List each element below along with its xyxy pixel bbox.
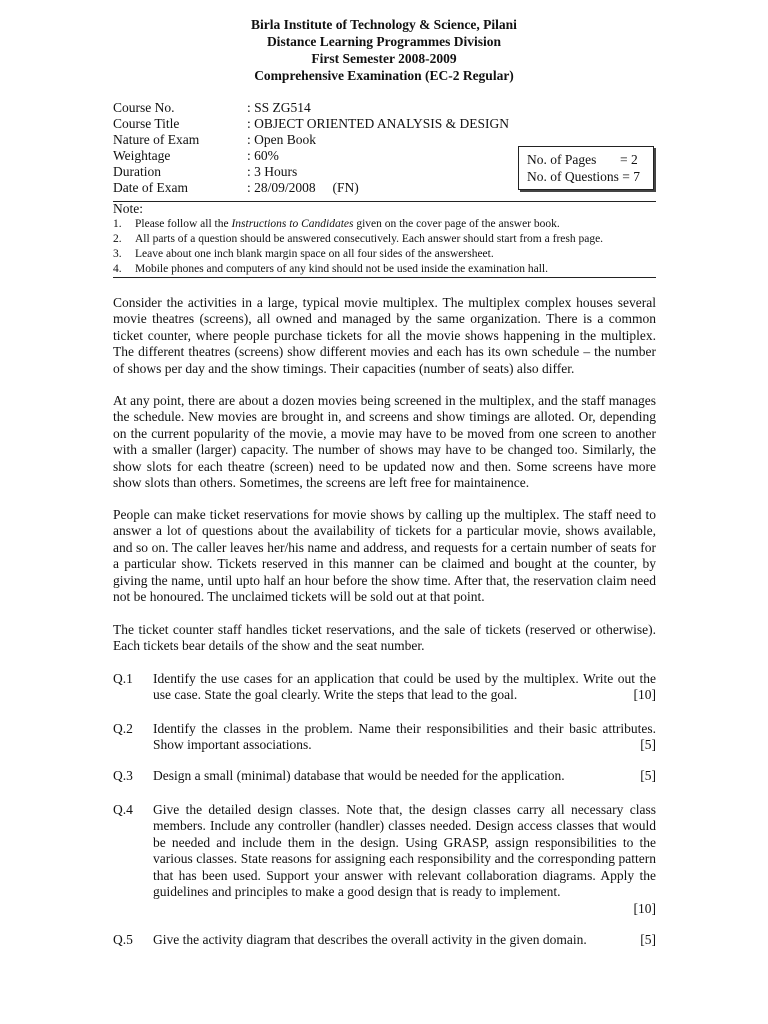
scenario-paragraph: At any point, there are about a dozen movies being screened in the multiplex, and the staff manages the schedule. New movies are brought in, and screens and show timings are alloted. Or, depending on the current popularity of the movie, a movie may have to be moved from one screen to another with a smaller (larger) capacity. The number of shows may have to be changed too. Similarly, the show slots for each theatre (screen) need to be updated now and then. Some screens have more show slots than others. Sometimes, the screens are left free for maintainence. xyxy=(113,393,656,491)
question-count: No. of Questions = 7 xyxy=(527,169,640,184)
question-number: Q.5 xyxy=(113,932,133,947)
question-number: Q.3 xyxy=(113,768,133,783)
meta-value: : 3 Hours xyxy=(247,164,298,179)
meta-value: : SS ZG514 xyxy=(247,100,311,115)
divider xyxy=(113,201,656,202)
meta-value: : 28/09/2008 (FN) xyxy=(247,180,359,195)
scenario-paragraph: People can make ticket reservations for movie shows by calling up the multiplex. The staff need to answer a lot of questions about the availability of tickets for a particular movie, shows available, and so on. The caller leaves her/his name and address, and requests for a certain number of seats for a particular show. Tickets reserved in this manner can be claimed and bought at the counter, by giving the name, until upto half an hour before the show time. After that, the reservation claim need not be honoured. The unclaimed tickets will be sold out at that point. xyxy=(113,507,656,605)
question-text: Give the detailed design classes. Note that, the design classes carry all necessary class members. Include any controller (handler) classes needed. Design access classes that would be needed and include them in the design. Using GRASP, assign responsibilities to the various classes. State reasons for assigning each responsibility and the corresponding pattern that has been used. Support your answer with relevant collaboration diagrams. Apply the guidelines and principles to make a good design that is ready to implement. xyxy=(153,802,656,900)
meta-value: : OBJECT ORIENTED ANALYSIS & DESIGN xyxy=(247,116,510,131)
question-marks: [5] xyxy=(640,768,656,783)
question-text: Give the activity diagram that describes the overall activity in the given domain. xyxy=(153,932,587,947)
note-label: Note: xyxy=(113,201,143,216)
meta-value: : 60% xyxy=(247,148,279,163)
meta-label: Weightage xyxy=(113,148,171,163)
meta-label: Course No. xyxy=(113,100,175,115)
question-text: Identify the classes in the problem. Name their responsibilities and their basic attributes. Show important associations. xyxy=(153,721,656,753)
meta-label: Nature of Exam xyxy=(113,132,200,147)
question-marks: [5] xyxy=(640,932,656,947)
page-count: No. of Pages = 2 xyxy=(527,152,638,167)
meta-label: Date of Exam xyxy=(113,180,188,195)
meta-label: Course Title xyxy=(113,116,180,131)
exam-paper: Birla Institute of Technology & Science, Pilani Distance Learning Programmes Division First Semester 2008-2009 Comprehensive Examination (EC-2 Regular) Course No. : SS ZG514 Course Title : OBJECT ORIENTED ANALYSIS & DESIGN Nature of Exam : Open Book Weightage : 60% Duration : 3 Hours Date of Exam : 28/09/2008 (FN) No. of Pages = 2 No. of Questions = 7 Note: 1. Please follow all the Instructions to Candidates given on the cover page of the answer book. 2. All parts of a question should be answered consecutively. Each answer should start from a fresh page. 3. Leave about one inch blank margin space on all four sides of the answersheet. 4. Mobile phones and computers of any kind should not be used inside the examination hall. Consider the activities in a large, typical movie multiplex. The multiplex complex houses several movie theatres (screens), all owned and managed by the same organization. There is a common ticket counter, where people purchase tickets for all the movie shows happening in the multiplex. The different theatres (screens) show different movies and each has its own schedule – the number of shows per day and the show timings. Their capacities (number of seats) also differ. At any point, there are about a dozen movies being screened in the multiplex, and the staff manages the schedule. New movies are brought in, and screens and show timings are alloted. Or, depending on the current popularity of the movie, a movie may have to be moved from one screen to another with a smaller (larger) capacity. The number of shows may have to be changed too. Similarly, the show slots for each theatre (screen) need to be updated now and then. Some screens have more show slots than others. Sometimes, the screens are left free for maintainence. People can make ticket reservations for movie shows by calling up the multiplex. The staff need to answer a lot of questions about the availability of tickets for a particular movie, shows available, and so on. The caller leaves her/his name and address, and requests for a certain number of seats for a particular show. Tickets reserved in this manner can be claimed and bought at the counter, by giving the name, until upto half an hour before the show time. After that, the reservation claim need not be honoured. The unclaimed tickets will be sold out at that point. The ticket counter staff handles ticket reservations, and the sale of tickets (reserved or otherwise). Each tickets bear details of the show and the seat number. Q.1 Identify the use cases for an application that could be used by the multiplex. Write out the use case. State the goal clearly. Write the steps that lead to the goal. [10] Q.2 Identify the classes in the problem. Name their responsibilities and their basic attributes. Show important associations. [5] Q.3 Design a small (minimal) database that would be needed for the application. [5] Q.4 Give the detailed design classes. Note that, the design classes carry all necessary class members. Include any controller (handler) classes needed. Design access classes that would be needed and include them in the design. Using GRASP, assign responsibilities to the various classes. State reasons for assigning each responsibility and the corresponding pattern that has been used. Support your answer with relevant collaboration diagrams. Apply the guidelines and principles to make a good design that is ready to implement. [10] Q.5 Give the activity diagram that describes the overall activity in the given domain. [5] xyxy=(0,0,768,1024)
meta-label: Duration xyxy=(113,164,161,179)
question-number: Q.1 xyxy=(113,671,133,686)
institute-name: Birla Institute of Technology & Science, Pilani xyxy=(251,17,517,32)
page-count-box xyxy=(518,146,654,190)
scenario-paragraph: The ticket counter staff handles ticket reservations, and the sale of tickets (reserved or otherwise). Each tickets bear details of the show and the seat number. xyxy=(113,622,656,654)
meta-value: : Open Book xyxy=(247,132,316,147)
question-marks: [10] xyxy=(633,901,656,916)
question-number: Q.2 xyxy=(113,721,133,736)
question-text: Design a small (minimal) database that would be needed for the application. xyxy=(153,768,565,783)
scenario-paragraph: Consider the activities in a large, typical movie multiplex. The multiplex complex houses several movie theatres (screens), all owned and managed by the same organization. There is a common ticket counter, where people purchase tickets for all the movie shows happening in the multiplex. The different theatres (screens) show different movies and each has its own schedule – the number of shows per day and the show timings. Their capacities (number of seats) also differ. xyxy=(113,295,656,376)
question-marks: [5] xyxy=(640,737,656,752)
exam-title: Comprehensive Examination (EC-2 Regular) xyxy=(254,68,514,83)
question-number: Q.4 xyxy=(113,802,133,817)
divider xyxy=(113,277,656,278)
question-text: Identify the use cases for an application that could be used by the multiplex. Write out the use case. State the goal clearly. Write the steps that lead to the goal. xyxy=(153,671,656,703)
division-name: Distance Learning Programmes Division xyxy=(266,34,502,49)
semester: First Semester 2008-2009 xyxy=(311,51,457,66)
question-marks: [10] xyxy=(633,687,656,702)
